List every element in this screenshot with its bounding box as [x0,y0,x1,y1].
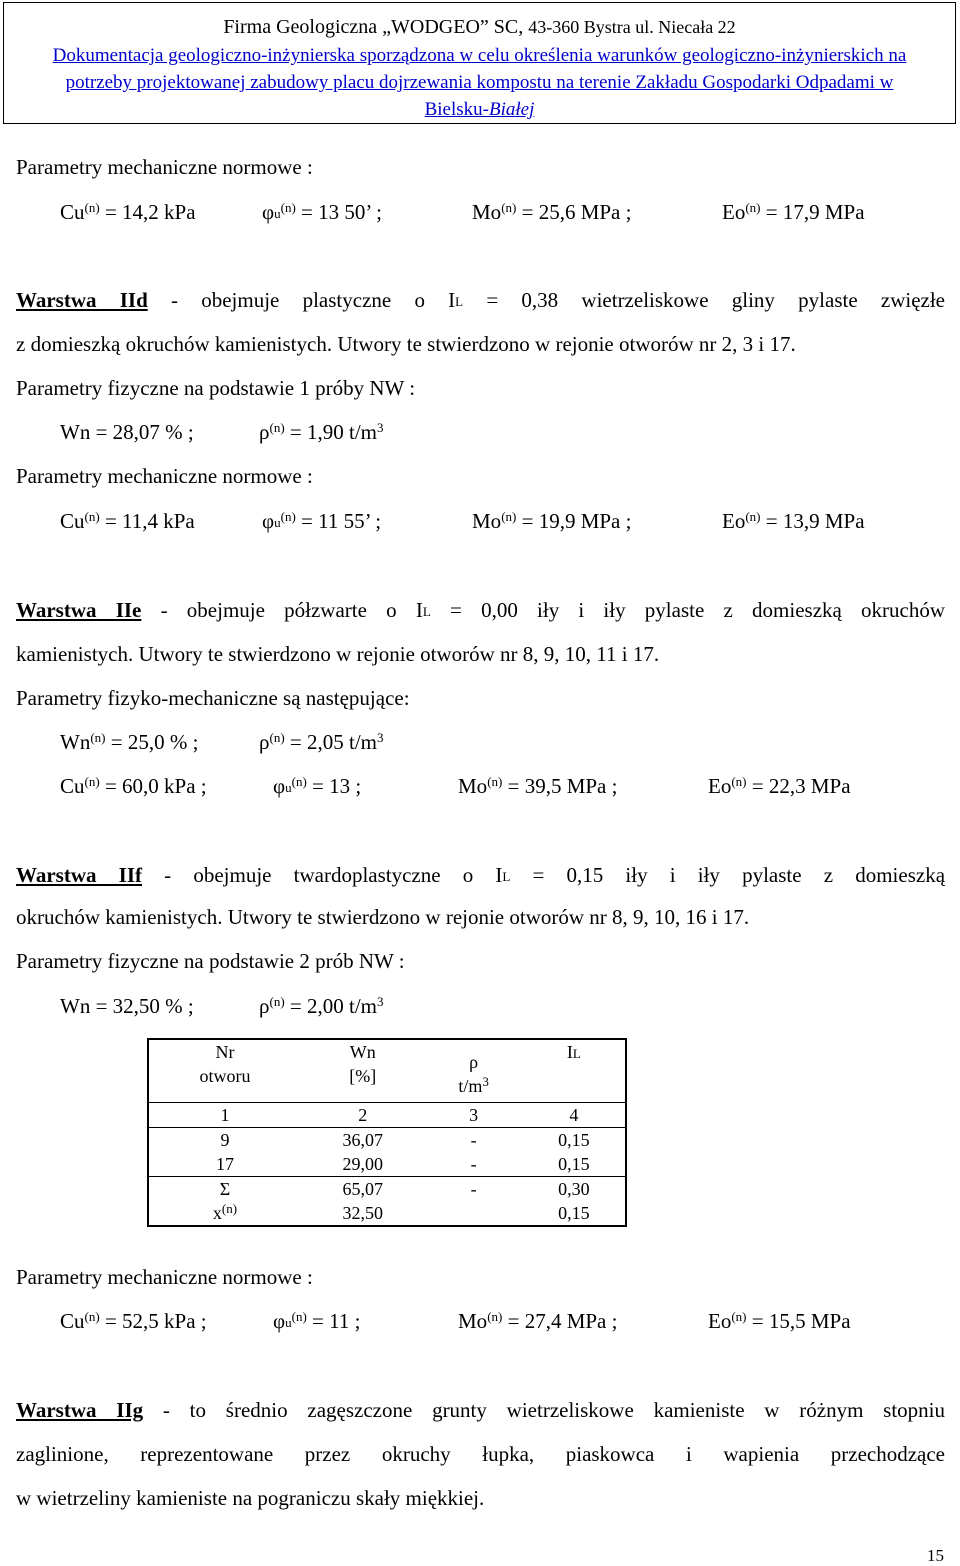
layer-iif-desc-line1: Warstwa IIf - obejmuje twardoplastyczne o $I_L = 0,15$ iły i iły pylaste z domieszką [16,863,946,887]
rho-param-3: $\rho^{(n)} = 2,05$ $t/m^3$ [259,730,384,754]
eo-param-3: Eo$^{(n)}$ = 22,3 MPa [708,774,851,798]
mech-params-title-4: Parametry mechaniczne normowe : [16,1265,313,1289]
soil-samples-table [147,1038,627,1227]
col-header-rho: ρ $t/m^3$ [425,1039,523,1103]
mo-param-2: Mo$^{(n)}$ = 19,9 MPa ; [472,509,632,533]
document-header [3,2,956,124]
table-cell: 65,07 [301,1177,425,1202]
layer-iig-desc-line2: zaglinione, reprezentowane przez okruchy łupka, piaskowca i wapienia przechodzące [16,1442,945,1466]
doc-title-line3: Bielsku-Białej [424,99,535,120]
eo-param-2: Eo$^{(n)}$ = 13,9 MPa [722,509,865,533]
col-header-wn: Wn [%] [301,1039,425,1103]
table-cell: 29,00 [342,1154,383,1174]
table-cell: 17 [215,1154,234,1174]
mo-param-3: Mo$^{(n)}$ = 39,5 MPa ; [458,774,618,798]
page-number: 15 [927,1546,944,1565]
eo-param-1: Eo$^{(n)}$ = 17,9 MPa [722,200,865,224]
layer-iie-desc-line1: Warstwa IIe - obejmuje półzwarte o $I_L = 0,00$ iły i iły pylaste z domieszką okruchów [16,598,946,622]
table-cell: - [470,1130,477,1150]
cu-param-2: Cu$^{(n)}$ = 11,4 kPa [60,509,195,533]
table-cell: 36,07 [342,1130,383,1150]
layer-iie-desc-line2: kamienistych. Utwory te stwierdzono w rejonie otworów nr 8, 9, 10, 11 i 17. [16,642,660,666]
wn-param-3: Wn$^{(n)}$ = 25,0 % ; [60,730,199,754]
table-cell: 32,50 [342,1203,383,1223]
cu-param-1: Cu$^{(n)}$ = 14,2 kPa [60,200,196,224]
layer-iig-desc-line3: w wietrzeliny kamieniste na pograniczu skały miękkiej. [16,1486,485,1510]
mech-params-title-1: Parametry mechaniczne normowe : [16,155,313,179]
phi-param-4: $\varphi_u^{(n)} = 11$ ; [273,1309,361,1333]
table-mean-row [148,1201,626,1226]
table-number-row [148,1103,626,1128]
table-cell [425,1201,523,1226]
table-cell: - [425,1177,523,1202]
layer-iid-title: Warstwa IId [16,288,148,312]
phi-param-3: $\varphi_u^{(n)} = 13$ ; [273,774,362,798]
col-num-1: 1 [148,1103,301,1128]
layer-iif-desc-line2: okruchów kamienistych. Utwory te stwierdzono w rejonie otworów nr 8, 9, 10, 16 i 17. [16,905,750,929]
table-cell: 0,15 [558,1130,590,1150]
wn-param-4: Wn = 32,50 % ; [60,994,194,1018]
col-header-borehole: Nr otworu [148,1039,301,1103]
phys-params-title-2: Parametry fizyczne na podstawie 1 próby NW : [16,376,416,400]
col-num-3: 3 [425,1103,523,1128]
phys-params-title-3: Parametry fizyko-mechaniczne są następujące: [16,686,410,710]
mo-param-1: Mo$^{(n)}$ = 25,6 MPa ; [472,200,632,224]
firm-title: Firma Geologiczna „WODGEO” SC, [223,16,524,38]
layer-iid-desc-line1: Warstwa IId - obejmuje plastyczne o $I_L = 0,38$ wietrzeliskowe gliny pylaste zwięzłe [16,288,945,312]
table-cell: 9 [220,1130,230,1150]
table-sum-row [148,1177,626,1202]
layer-iid-desc-line2: z domieszką okruchów kamienistych. Utwory te stwierdzono w rejonie otworów nr 2, 3 i 17. [16,332,796,356]
table-cell: 0,15 [558,1154,590,1174]
cu-param-4: Cu$^{(n)}$ = 52,5 kPa ; [60,1309,207,1333]
col-header-il: $I_L$ [523,1039,626,1103]
table-cell: - [470,1154,477,1174]
col-num-2: 2 [301,1103,425,1128]
mech-params-title-2: Parametry mechaniczne normowe : [16,464,313,488]
phys-params-title-4: Parametry fizyczne na podstawie 2 prób NW : [16,949,405,973]
table-header-row [148,1039,626,1103]
table-cell: 0,15 [558,1203,590,1223]
wn-param-2: Wn = 28,07 % ; [60,420,194,444]
phi-param-2: $\varphi_u^{(n)} = 11$ 55’ ; [262,509,382,533]
layer-iie-title: Warstwa IIe [16,598,142,622]
table-row [148,1128,626,1153]
mo-param-4: Mo$^{(n)}$ = 27,4 MPa ; [458,1309,618,1333]
rho-param-4: $\rho^{(n)} = 2,00$ $t/m^3$ [259,994,384,1018]
phi-param-1: $\varphi_u^{(n)} = 13$ 50’ ; [262,200,382,224]
table-row [148,1152,626,1177]
document-title [4,42,955,123]
layer-iig-desc-line1: Warstwa IIg - to średnio zagęszczone grunty wietrzeliskowe kamieniste w różnym stopniu [16,1398,946,1422]
mean-symbol: $x^{(n)}$ [212,1201,238,1223]
layer-iif-title: Warstwa IIf [16,863,142,887]
layer-iig-title: Warstwa IIg [16,1398,144,1422]
firm-address: 43-360 Bystra ul. Niecała 22 [528,17,736,37]
table-cell: 0,30 [523,1177,626,1202]
cu-param-3: Cu$^{(n)}$ = 60,0 kPa ; [60,774,207,798]
rho-param-2: $\rho^{(n)} = 1,90$ $t/m^3$ [259,420,384,444]
doc-title-line1: Dokumentacja geologiczno-inżynierska sporządzona w celu określenia warunków geologiczno-inżynierskich na [52,45,907,66]
eo-param-4: Eo$^{(n)}$ = 15,5 MPa [708,1309,851,1333]
sum-symbol: Σ [148,1177,301,1202]
doc-title-line2: potrzeby projektowanej zabudowy placu dojrzewania kompostu na terenie Zakładu Gospodarki Odpadami w [65,72,894,93]
col-num-4: 4 [523,1103,626,1128]
firm-name [4,14,955,40]
